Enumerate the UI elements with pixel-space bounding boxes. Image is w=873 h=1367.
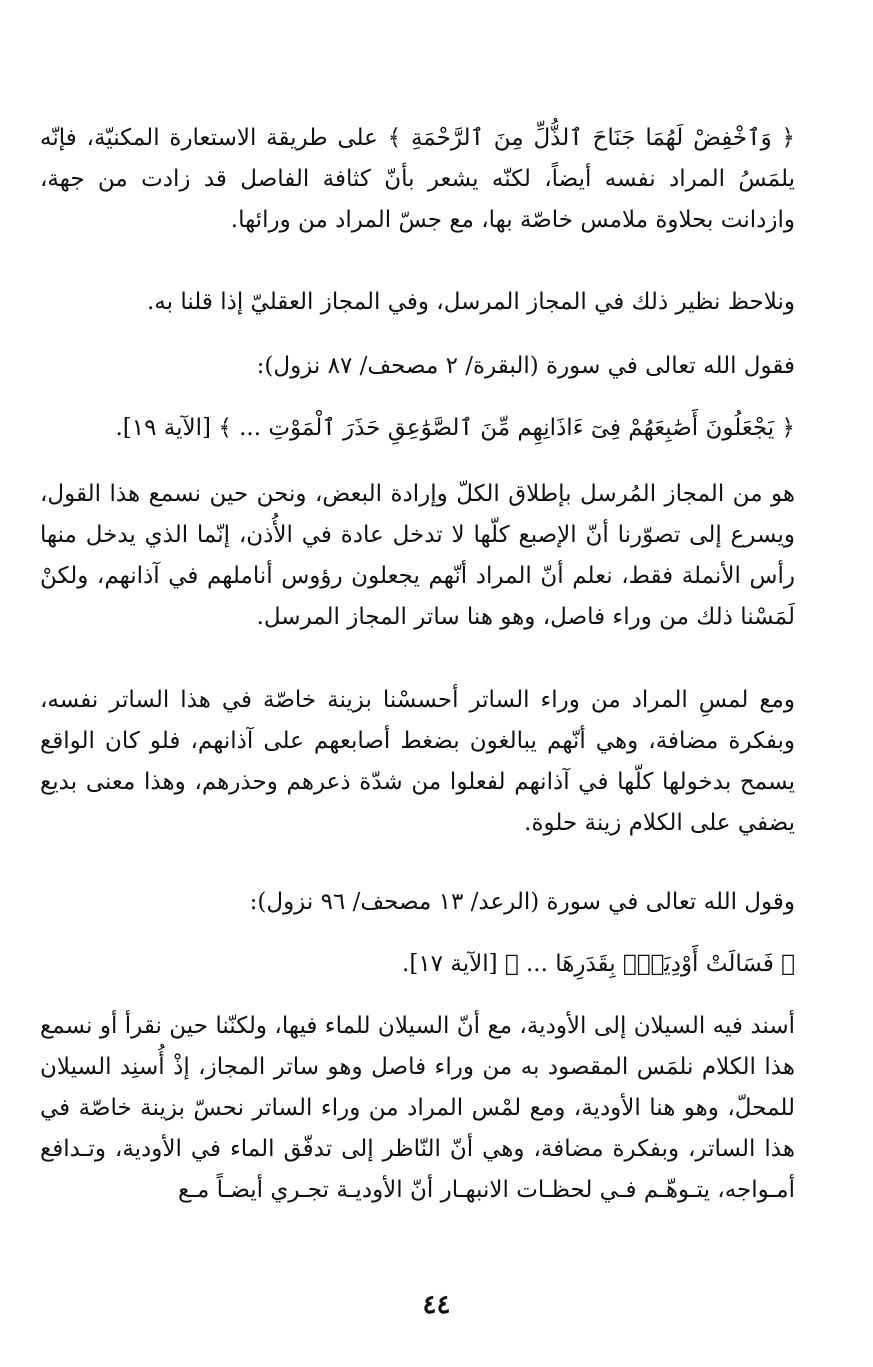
page-number: ٤٤: [422, 1290, 451, 1320]
paragraph-valleys-explanation: أسند فيه السيلان إلى الأودية، مع أنّ السيلان للماء فيها، ولكنّنا حين نقرأ أو نسمع هذا الكلام نلمَس المقصود به من وراء فاصل وهو ساتر المجاز، إذْ أُسنِد السيلان للمحلّ، وهو هنا الأودية، ومع لمْس المراد من وراء الساتر نحسّ بزينة خاصّة في هذا الساتر، وبفكرة مضافة، وهي أنّ النّاظر إلى تدفّق الماء في الأودية، وتـدافع أمـواجه، يتـوهّـم فـي لحظـات الانبهـار أنّ الأوديـة تجـري أيضـاً مـع: [40, 1013, 795, 1203]
quran-verse-raad: ﴿ فَسَالَتْ أَوْدِيَةٌۢ بِقَدَرِهَا ... ﴾ [الآية ١٧].: [402, 951, 795, 977]
paragraph-baqara-intro: فقول الله تعالى في سورة (البقرة/ ٢ مصحف/ ٨٧ نزول):: [256, 353, 795, 379]
paragraph-metaphor-explanation: ﴿ وَٱخْفِضْ لَهُمَا جَنَاحَ ٱلذُّلِّ مِنَ ٱلرَّحْمَةِ ﴾ على طريقة الاستعارة المكنيّة، فإنّه يلمَسُ المراد نفسه أيضاً، لكنّه يشعر بأنّ كثافة الفاصل قد زادت من جهة، وازدانت بحلاوة ملامس خاصّة بها، مع جسّ المراد من ورائها.: [40, 125, 795, 233]
paragraph-note-similar: ونلاحظ نظير ذلك في المجاز المرسل، وفي المجاز العقليّ إذا قلنا به.: [146, 289, 795, 315]
paragraph-beauty-explanation: ومع لمسِ المراد من وراء الساتر أحسسْنا بزينة خاصّة في هذا الساتر نفسه، وبفكرة مضافة، وهي أنّهم يبالغون بضغط أصابعهم على آذانهم، فلو كان الواقع يسمح بدخولها كلّها في آذانهم لفعلوا من شدّة ذعرهم وحذرهم، وهذا معنى بديع يضفي على الكلام زينة حلوة.: [40, 687, 795, 836]
paragraph-raad-intro: وقول الله تعالى في سورة (الرعد/ ١٣ مصحف/ ٩٦ نزول):: [249, 889, 795, 915]
quran-verse-baqara: ﴿ يَجْعَلُونَ أَصَٰبِعَهُمْ فِىٓ ءَاذَانِهِم مِّنَ ٱلصَّوَٰعِقِ حَذَرَ ٱلْمَوْتِ ... ﴾ [الآية ١٩].: [115, 415, 795, 441]
paragraph-mursal-explanation: هو من المجاز المُرسل بإطلاق الكلّ وإرادة البعض، ونحن حين نسمع هذا القول، ويسرع إلى تصوّرنا أنّ الإصبع كلّها لا تدخل عادة في الأُذن، إنّما الذي يدخل منها رأس الأنملة فقط، نعلم أنّ المراد أنّهم يجعلون رؤوس أناملهم في آذانهم، ولكنْ لَمَسْنا ذلك من وراء فاصل، وهو هنا ساتر المجاز المرسل.: [40, 481, 795, 630]
